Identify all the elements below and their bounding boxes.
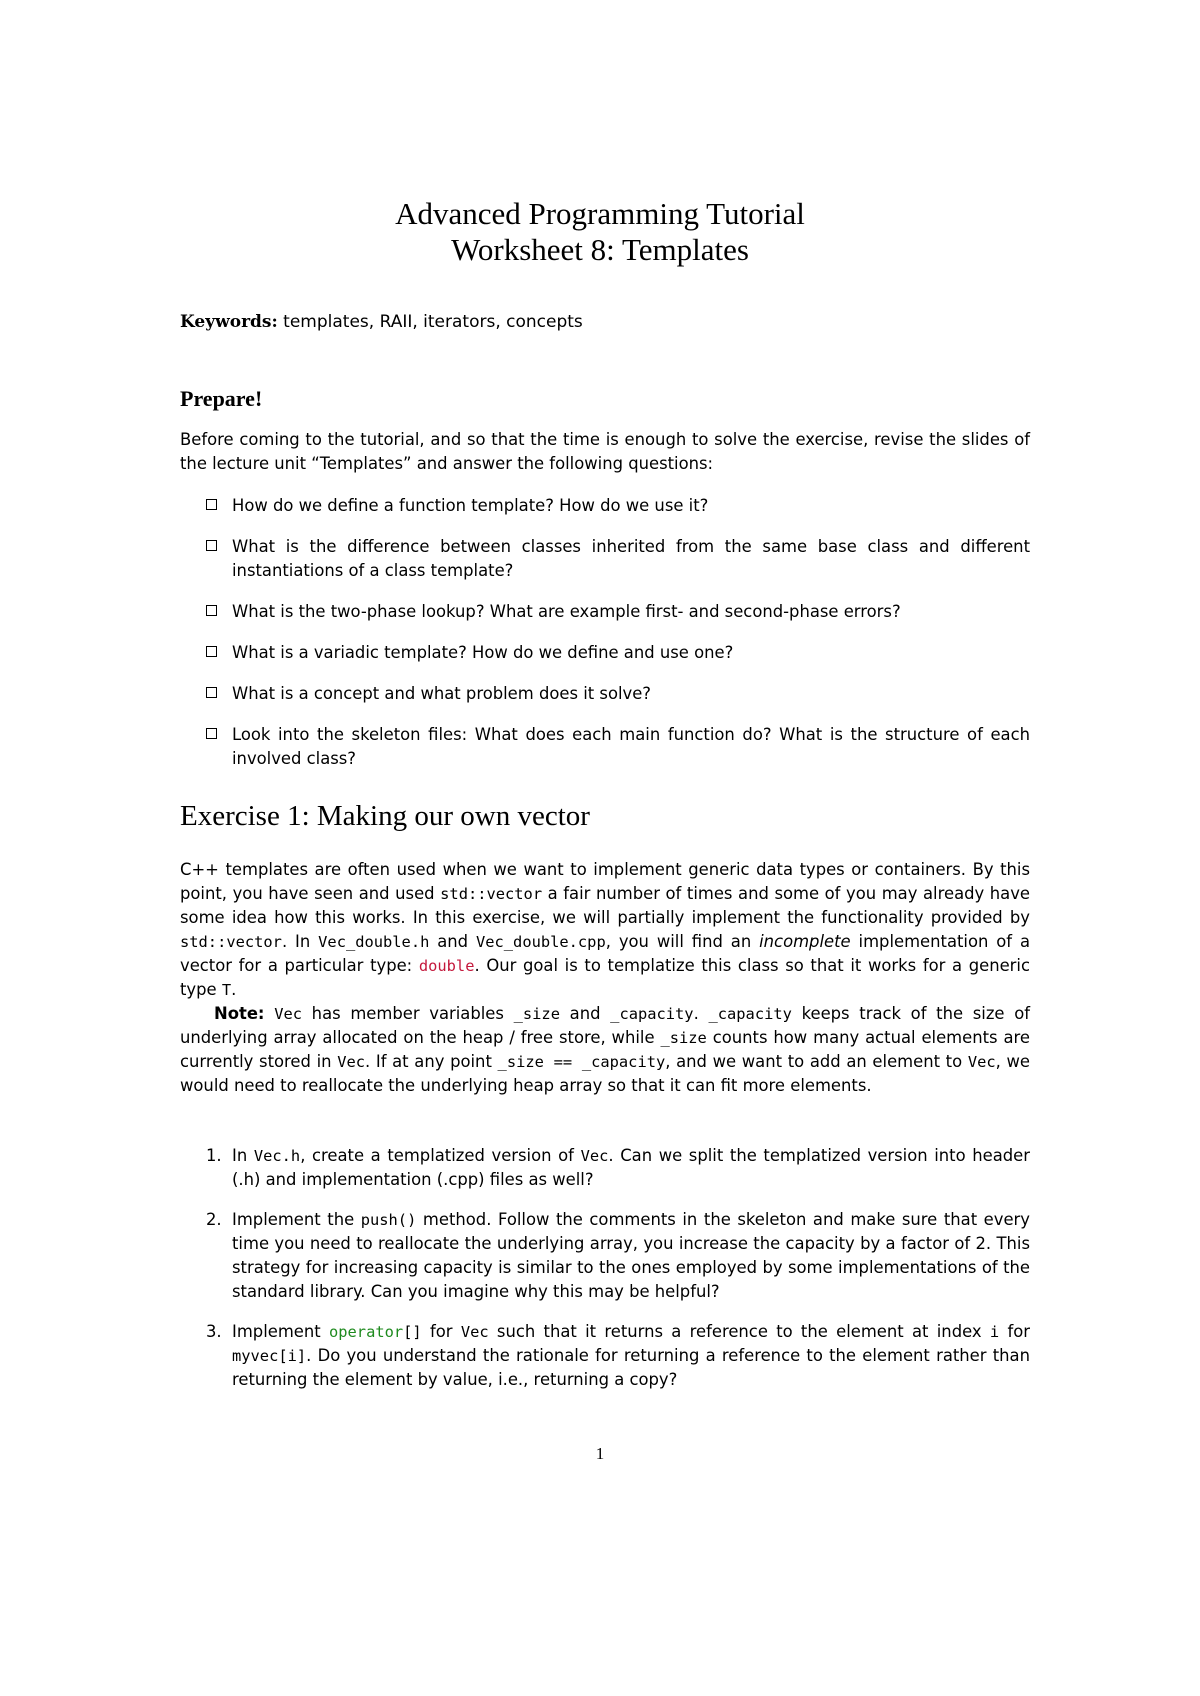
text-run: counts how many actual elements are currently stored in [180,1028,1030,1071]
exercise1-paragraph [180,858,1030,1002]
text-run: , you will find an [605,932,760,951]
checkbox-icon[interactable] [206,540,217,551]
text-run: . Do you understand the rationale for returning a reference to the element rather than returning the element by value, i.e., returning a copy? [232,1346,1030,1389]
page-number: 1 [595,1444,605,1463]
emphasis-incomplete: incomplete [759,932,851,951]
document-title: Advanced Programming Tutorial [395,196,805,231]
text-run: . In [281,932,319,951]
checkbox-icon[interactable] [206,499,217,510]
code-vec: Vec [460,1323,489,1341]
code-capacity: _capacity [610,1005,694,1023]
code-index: i [989,1323,1000,1341]
question-text: How do we define a function template? How do we use it? [232,496,709,515]
text-run: In [232,1146,254,1165]
keywords-line [180,312,583,332]
text-run: , and we want to add an element to [665,1052,968,1071]
prepare-intro: Before coming to the tutorial, and so that the time is enough to solve the exercise, revise the slides of the lecture unit “Templates” and answer the following questions: [180,430,1030,473]
exercise1-heading: Exercise 1: Making our own vector [180,800,590,832]
code-vec: Vec [274,1005,302,1023]
step-number: 3. [206,1322,222,1341]
code-push: push() [360,1211,417,1229]
keywords-label: Keywords: [180,312,278,332]
code-vec: Vec [967,1053,996,1071]
text-run: keeps track of the size of underlying array allocated on the heap / free store, while [180,1004,1030,1047]
code-std-vector: std::vector [440,885,543,903]
text-run: and [429,932,476,951]
code-size: _size [513,1005,560,1023]
question-item [206,723,1030,771]
text-run: implementation of a vector for a particular type: [180,932,1031,975]
document-subtitle: Worksheet 8: Templates [451,232,749,267]
text-run: . [693,1004,709,1023]
text-run: method. Follow the comments in the skeleton and make sure that every time you need to reallocate the underlying array, you increase the capacity by a factor of 2. This strategy for increasing capacity is similar to the ones employed by some implementations of the standard library. Can you imagine why this may be helpful? [232,1210,1030,1301]
text-run: a fair number of times and some of you may already have some idea how this works. In this exercise, we will partially implement the functionality provided by [180,884,1031,927]
text-run: for [999,1322,1030,1341]
question-text: Look into the skeleton files: What does each main function do? What is the structure of each involved class? [232,725,1030,768]
text-run: such that it returns a reference to the element at index [488,1322,990,1341]
step-number: 2. [206,1210,222,1229]
checkbox-icon[interactable] [206,728,217,739]
code-vec-h: Vec.h [253,1147,301,1165]
text-run: , create a templatized version of [300,1146,581,1165]
question-item [206,535,1030,583]
code-operator-keyword: operator [329,1323,404,1341]
text-run: has member variables [302,1004,514,1023]
code-condition: _size == _capacity [497,1053,666,1071]
checkbox-icon[interactable] [206,687,217,698]
text-run: . Our goal is to templatize this class so that it works for a generic type [180,956,1030,999]
text-run: Implement the [232,1210,361,1229]
note-label: Note: [214,1004,265,1023]
code-vec: Vec [337,1053,365,1071]
question-text: What is a variadic template? How do we define and use one? [232,643,734,662]
keywords-text: templates, RAII, iterators, concepts [283,312,583,332]
code-vec: Vec [580,1147,609,1165]
code-capacity: _capacity [708,1005,792,1023]
step-item [206,1320,1030,1392]
question-item [206,494,1030,518]
step-item [206,1144,1030,1192]
exercise1-note [180,1002,1030,1098]
code-std-vector: std::vector [180,933,282,951]
code-type-T: T [221,981,232,999]
step-item [206,1208,1030,1304]
text-run: C++ templates are often used when we want to implement generic data types or containers. By this point, you have seen and used [180,860,1030,903]
exercise1-body [180,858,1030,1098]
text-run: . [231,980,237,999]
text-run: . Can we split the templatized version into header (.h) and implementation (.cpp) files as well? [232,1146,1030,1189]
question-text: What is a concept and what problem does it solve? [232,684,652,703]
prepare-question-list [206,494,1030,788]
text-run: , we would need to reallocate the underlying heap array so that it can fit more elements. [180,1052,1030,1095]
text-run: Implement [232,1322,329,1341]
step-number: 1. [206,1146,222,1165]
code-header-file: Vec_double.h [318,933,430,951]
code-brackets: [] [403,1323,422,1341]
checkbox-icon[interactable] [206,605,217,616]
code-size: _size [660,1029,707,1047]
text-run: and [559,1004,611,1023]
code-source-file: Vec_double.cpp [475,933,606,951]
question-item [206,682,1030,706]
question-text: What is the difference between classes inherited from the same base class and different instantiations of a class template? [232,537,1030,580]
question-item [206,641,1030,665]
prepare-heading: Prepare! [180,386,263,411]
code-myvec: myvec[i] [232,1347,307,1365]
text-run: for [421,1322,461,1341]
text-run: . If at any point [365,1052,498,1071]
checkbox-icon[interactable] [206,646,217,657]
question-item [206,600,1030,624]
code-double-keyword: double [418,957,475,975]
exercise1-steps [206,1144,1030,1408]
question-text: What is the two-phase lookup? What are example first- and second-phase errors? [232,602,901,621]
